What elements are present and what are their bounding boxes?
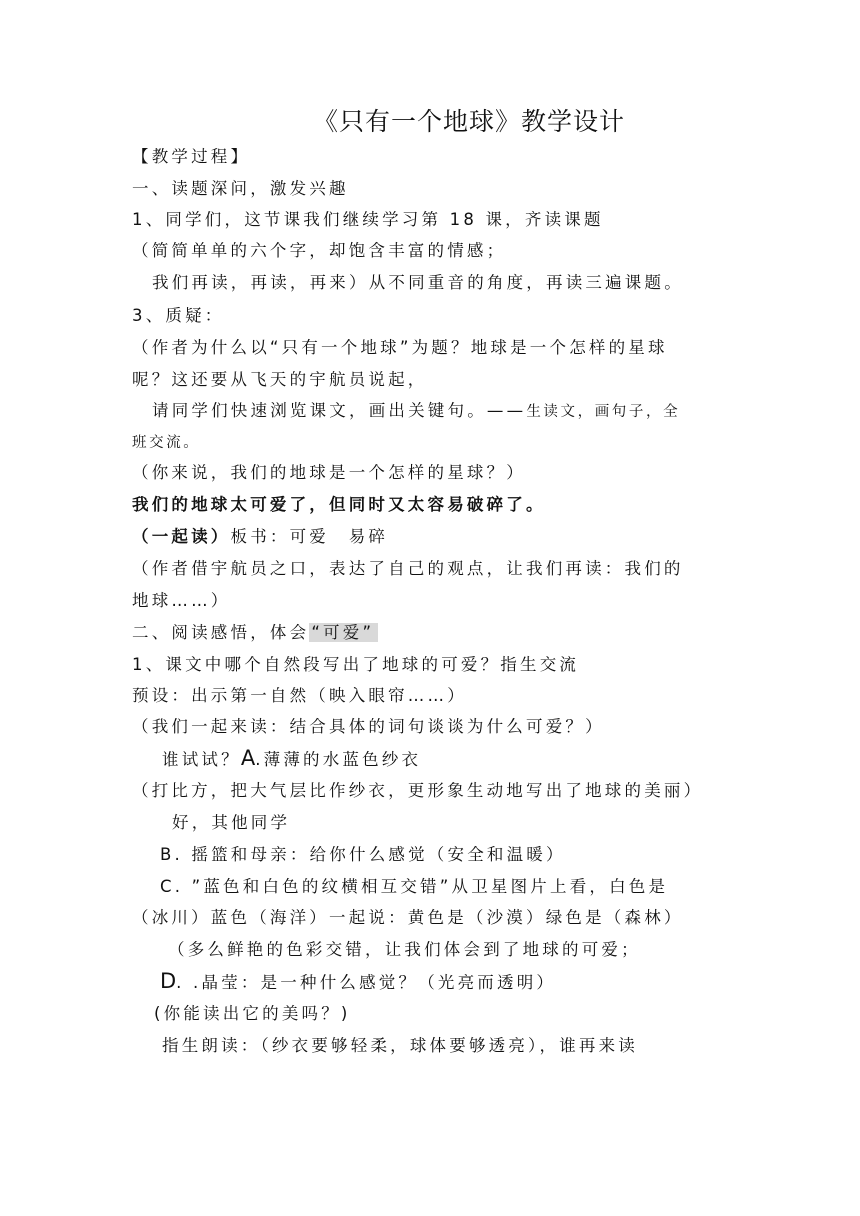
paragraph-line: B. 摇篮和母亲：给你什么感觉（安全和温暖） bbox=[160, 845, 566, 864]
blackboard-note: 板书：可爱 易碎 bbox=[230, 527, 389, 546]
paragraph-line: （作者借宇航员之口，表达了自己的观点，让我们再读：我们的 bbox=[132, 559, 684, 578]
paragraph-line: 地球……） bbox=[132, 591, 231, 610]
part1-heading: 一、读题深问，激发兴趣 bbox=[132, 179, 349, 198]
part2-heading bbox=[132, 622, 378, 644]
paragraph-line: 好，其他同学 bbox=[172, 813, 291, 832]
paragraph-line bbox=[160, 970, 556, 994]
paragraph-line: （作者为什么以“只有一个地球”为题？地球是一个怎样的星球 bbox=[132, 338, 668, 357]
paragraph-line bbox=[132, 526, 388, 548]
paragraph-text: . .晶莹：是一种什么感觉？（光亮而透明） bbox=[176, 973, 557, 992]
paragraph-line: 指生朗读：（纱衣要够轻柔，球体要够透亮），谁再来读 bbox=[162, 1036, 638, 1055]
paragraph-line: 班交流。 bbox=[132, 435, 201, 451]
paragraph-line: （我们一起来读：结合具体的词句谈谈为什么可爱？） bbox=[132, 717, 605, 736]
paragraph-line: (你能读出它的美吗？) bbox=[154, 1004, 351, 1023]
paragraph-text: .薄薄的水蓝色纱衣 bbox=[255, 750, 422, 769]
heading-text: 二、阅读感悟，体会 bbox=[132, 623, 310, 642]
paragraph-line: 1、同学们，这节课我们继续学习第 18 课，齐读课题 bbox=[132, 210, 604, 229]
paragraph-line: 呢？这还要从飞天的宇航员说起， bbox=[132, 370, 428, 389]
paragraph-line bbox=[162, 747, 421, 771]
paragraph-line: C. ”蓝色和白色的纹横相互交错”从卫星图片上看，白色是 bbox=[160, 877, 669, 896]
paragraph-line: （你来说，我们的地球是一个怎样的星球？） bbox=[132, 463, 526, 482]
paragraph-line: 我们再读，再读，再来）从不同重音的角度，再读三遍课题。 bbox=[152, 273, 684, 292]
section-header: 【教学过程】 bbox=[132, 147, 251, 166]
paragraph-line: 1、课文中哪个自然段写出了地球的可爱？指生交流 bbox=[132, 655, 580, 674]
highlighted-keyword: “可爱” bbox=[309, 623, 378, 642]
item-letter: D bbox=[160, 969, 177, 993]
key-sentence: 我们的地球太可爱了，但同时又太容易破碎了。 bbox=[132, 495, 546, 514]
paragraph-text: 生读文，画句子，全 bbox=[526, 404, 681, 420]
paragraph-text: 谁试试？ bbox=[162, 750, 241, 769]
paragraph-line: （多么鲜艳的色彩交错，让我们体会到了地球的可爱； bbox=[168, 940, 641, 959]
item-letter: A bbox=[240, 746, 256, 770]
paragraph-line: （冰川）蓝色（海洋）一起说：黄色是（沙漠）绿色是（森林） bbox=[132, 908, 684, 927]
paragraph-line: （打比方，把大气层比作纱衣，更形象生动地写出了地球的美丽） bbox=[132, 781, 704, 800]
paragraph-text: 请同学们快速浏览课文，画出关键句。—— bbox=[152, 401, 527, 420]
paragraph-line: 预设：出示第一自然（映入眼帘……） bbox=[132, 686, 467, 705]
paragraph-line: 3、质疑： bbox=[132, 306, 225, 325]
read-together-label: （一起读） bbox=[132, 527, 231, 546]
paragraph-line: （简简单单的六个字，却饱含丰富的情感； bbox=[132, 241, 507, 260]
document-title: 《只有一个地球》教学设计 bbox=[312, 107, 625, 136]
paragraph-line bbox=[152, 400, 680, 423]
